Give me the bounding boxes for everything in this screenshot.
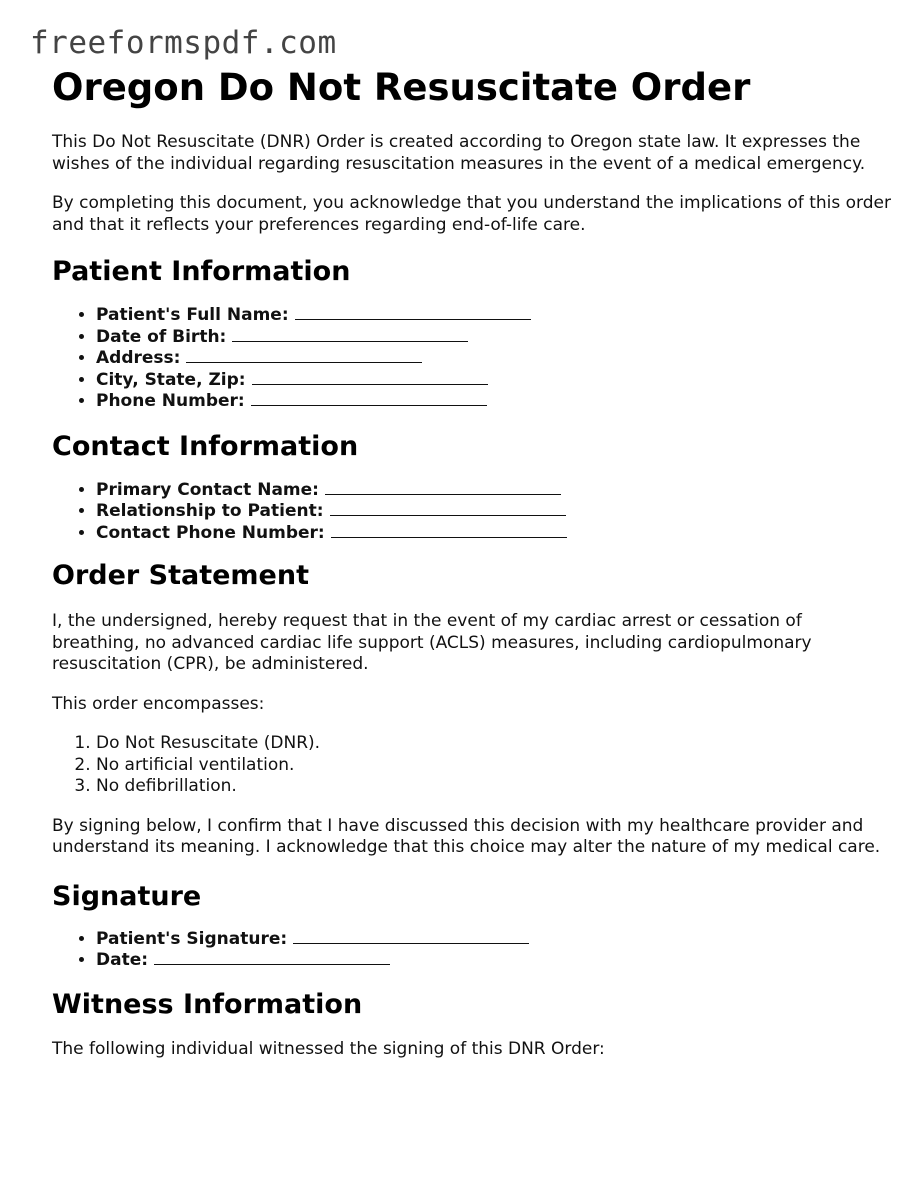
field-label: Contact Phone Number: <box>96 522 325 543</box>
patient-name-blank[interactable] <box>295 305 531 320</box>
contact-phone-blank[interactable] <box>331 523 567 538</box>
dob-blank[interactable] <box>232 327 468 342</box>
field-label: Address: <box>96 348 181 368</box>
field-label: Primary Contact Name: <box>96 479 319 500</box>
order-item: 3. No defibrillation. <box>96 776 892 798</box>
patient-info-heading: Patient Information <box>52 256 351 287</box>
signature-date-field <box>96 950 892 972</box>
order-encompasses-text: This order encompasses: <box>52 693 265 714</box>
patient-info-list <box>52 305 892 413</box>
relationship-blank[interactable] <box>330 501 566 516</box>
field-label: Date of Birth: <box>96 326 227 347</box>
intro-paragraph-2: By completing this document, you acknowledge that you understand the implications of this order and that it reflects your preferences regarding end-of-life care. <box>52 193 891 235</box>
primary-contact-field <box>96 480 892 502</box>
order-statement-paragraph: I, the undersigned, hereby request that in the event of my cardiac arrest or cessation of breathing, no advanced cardiac life support (ACLS) measures, including cardiopulmonary resuscitation (CPR), be administered. <box>52 611 812 674</box>
primary-contact-blank[interactable] <box>325 480 561 495</box>
contact-info-heading: Contact Information <box>52 430 359 462</box>
patient-signature-blank[interactable] <box>293 929 529 944</box>
field-label: Relationship to Patient: <box>96 501 324 521</box>
city-state-zip-blank[interactable] <box>252 370 488 385</box>
witness-heading: Witness Information <box>52 988 363 1020</box>
contact-info-list <box>52 480 892 545</box>
field-label: Patient's Signature: <box>96 928 288 949</box>
patient-signature-field <box>96 929 892 951</box>
phone-field <box>96 391 892 413</box>
phone-blank[interactable] <box>251 391 487 406</box>
order-closing-paragraph: By signing below, I confirm that I have discussed this decision with my healthcare provider and understand its meaning. I acknowledge that this choice may alter the nature of my medical care. <box>52 815 881 857</box>
signature-list <box>52 929 892 972</box>
order-statement-heading: Order Statement <box>52 560 309 591</box>
contact-phone-field <box>96 523 892 545</box>
order-item: 2. No artificial ventilation. <box>96 755 892 777</box>
field-label: Patient's Full Name: <box>96 305 289 325</box>
address-blank[interactable] <box>186 348 422 363</box>
city-state-zip-field <box>96 370 892 392</box>
order-items-list <box>52 733 892 798</box>
intro-paragraph-1: This Do Not Resuscitate (DNR) Order is created according to Oregon state law. It expresses the wishes of the individual regarding resuscitation measures in the event of a medical emergency. <box>52 132 866 174</box>
page-title: Oregon Do Not Resuscitate Order <box>52 66 751 109</box>
signature-date-blank[interactable] <box>154 950 390 965</box>
order-item: 1. Do Not Resuscitate (DNR). <box>96 733 892 755</box>
field-label: City, State, Zip: <box>96 369 246 390</box>
field-label: Date: <box>96 950 149 970</box>
witness-paragraph: The following individual witnessed the signing of this DNR Order: <box>52 1038 605 1059</box>
signature-heading: Signature <box>52 880 202 912</box>
watermark: freeformspdf.com <box>30 25 337 61</box>
field-label: Phone Number: <box>96 391 245 411</box>
relationship-field <box>96 501 892 523</box>
dob-field <box>96 327 892 349</box>
patient-name-field <box>96 305 892 327</box>
document-body <box>52 66 892 1060</box>
address-field <box>96 348 892 370</box>
